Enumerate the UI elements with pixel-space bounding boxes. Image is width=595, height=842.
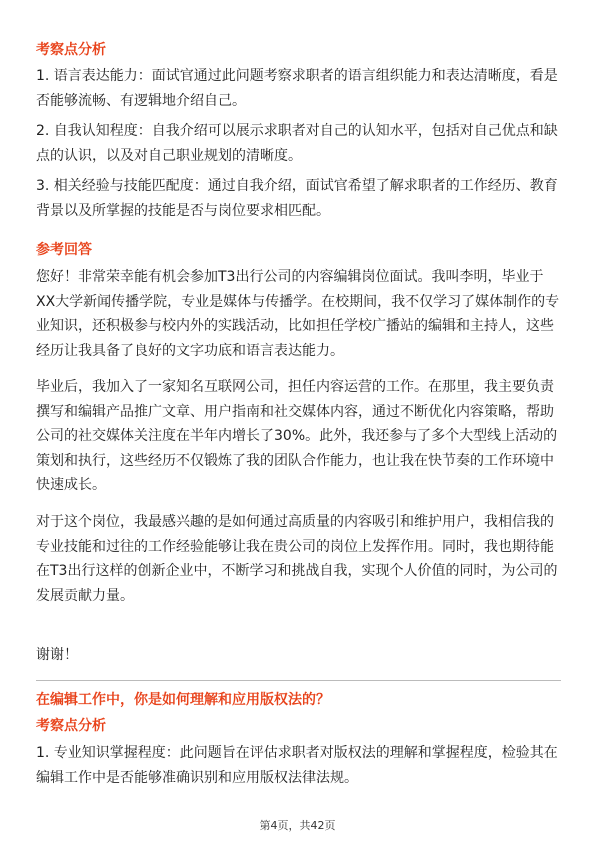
section-heading-answer: 参考回答 (36, 242, 92, 258)
section-heading-analysis-2: 考察点分析 (36, 718, 106, 734)
answer-paragraph-4: 谢谢！ (36, 647, 78, 663)
answer-paragraph-3: 对于这个岗位，我最感兴趣的是如何通过高质量的内容吸引和维护用户，我相信我的专业技能和过往的工作经验能够让我在贵公司的岗位上发挥作用。同时，我也期待能在T3出行这样的创新企业中，不断学习和挑战自我，实现个人价值的同时，为公司的发展贡献力量。 (36, 514, 558, 604)
analysis-item-1: 1. 语言表达能力：面试官通过此问题考察求职者的语言组织能力和表达清晰度，看是否能够流畅、有逻辑地介绍自己。 (36, 68, 558, 109)
answer-paragraph-1: 您好！非常荣幸能有机会参加T3出行公司的内容编辑岗位面试。我叫李明，毕业于XX大学新闻传播学院，专业是媒体与传播学。在校期间，我不仅学习了媒体制作的专业知识，还积极参与校内外的实践活动，比如担任学校广播站的编辑和主持人，这些经历让我具备了良好的文字功底和语言表达能力。 (36, 269, 560, 359)
analysis-item-3: 3. 相关经验与技能匹配度：通过自我介绍，面试官希望了解求职者的工作经历、教育背景以及所掌握的技能是否与岗位要求相匹配。 (36, 178, 558, 219)
analysis-item-q2-1: 1. 专业知识掌握程度：此问题旨在评估求职者对版权法的理解和掌握程度，检验其在编辑工作中是否能够准确识别和应用版权法律法规。 (36, 745, 558, 786)
page-number: 第4页，共42页 (259, 819, 336, 832)
answer-paragraph-2: 毕业后，我加入了一家知名互联网公司，担任内容运营的工作。在那里，我主要负责撰写和编辑产品推广文章、用户指南和社交媒体内容，通过不断优化内容策略，帮助公司的社交媒体关注度在半年内增长了30%。此外，我还参与了多个大型线上活动的策划和执行，这些经历不仅锻炼了我的团队合作能力，也让我在快节奏的工作环境中快速成长。 (36, 379, 558, 493)
section-divider (36, 680, 561, 681)
question-title: 在编辑工作中，你是如何理解和应用版权法的？ (36, 692, 330, 708)
analysis-item-2: 2. 自我认知程度：自我介绍可以展示求职者对自己的认知水平，包括对自己优点和缺点的认识，以及对自己职业规划的清晰度。 (36, 123, 558, 164)
section-heading-analysis: 考察点分析 (36, 42, 106, 58)
